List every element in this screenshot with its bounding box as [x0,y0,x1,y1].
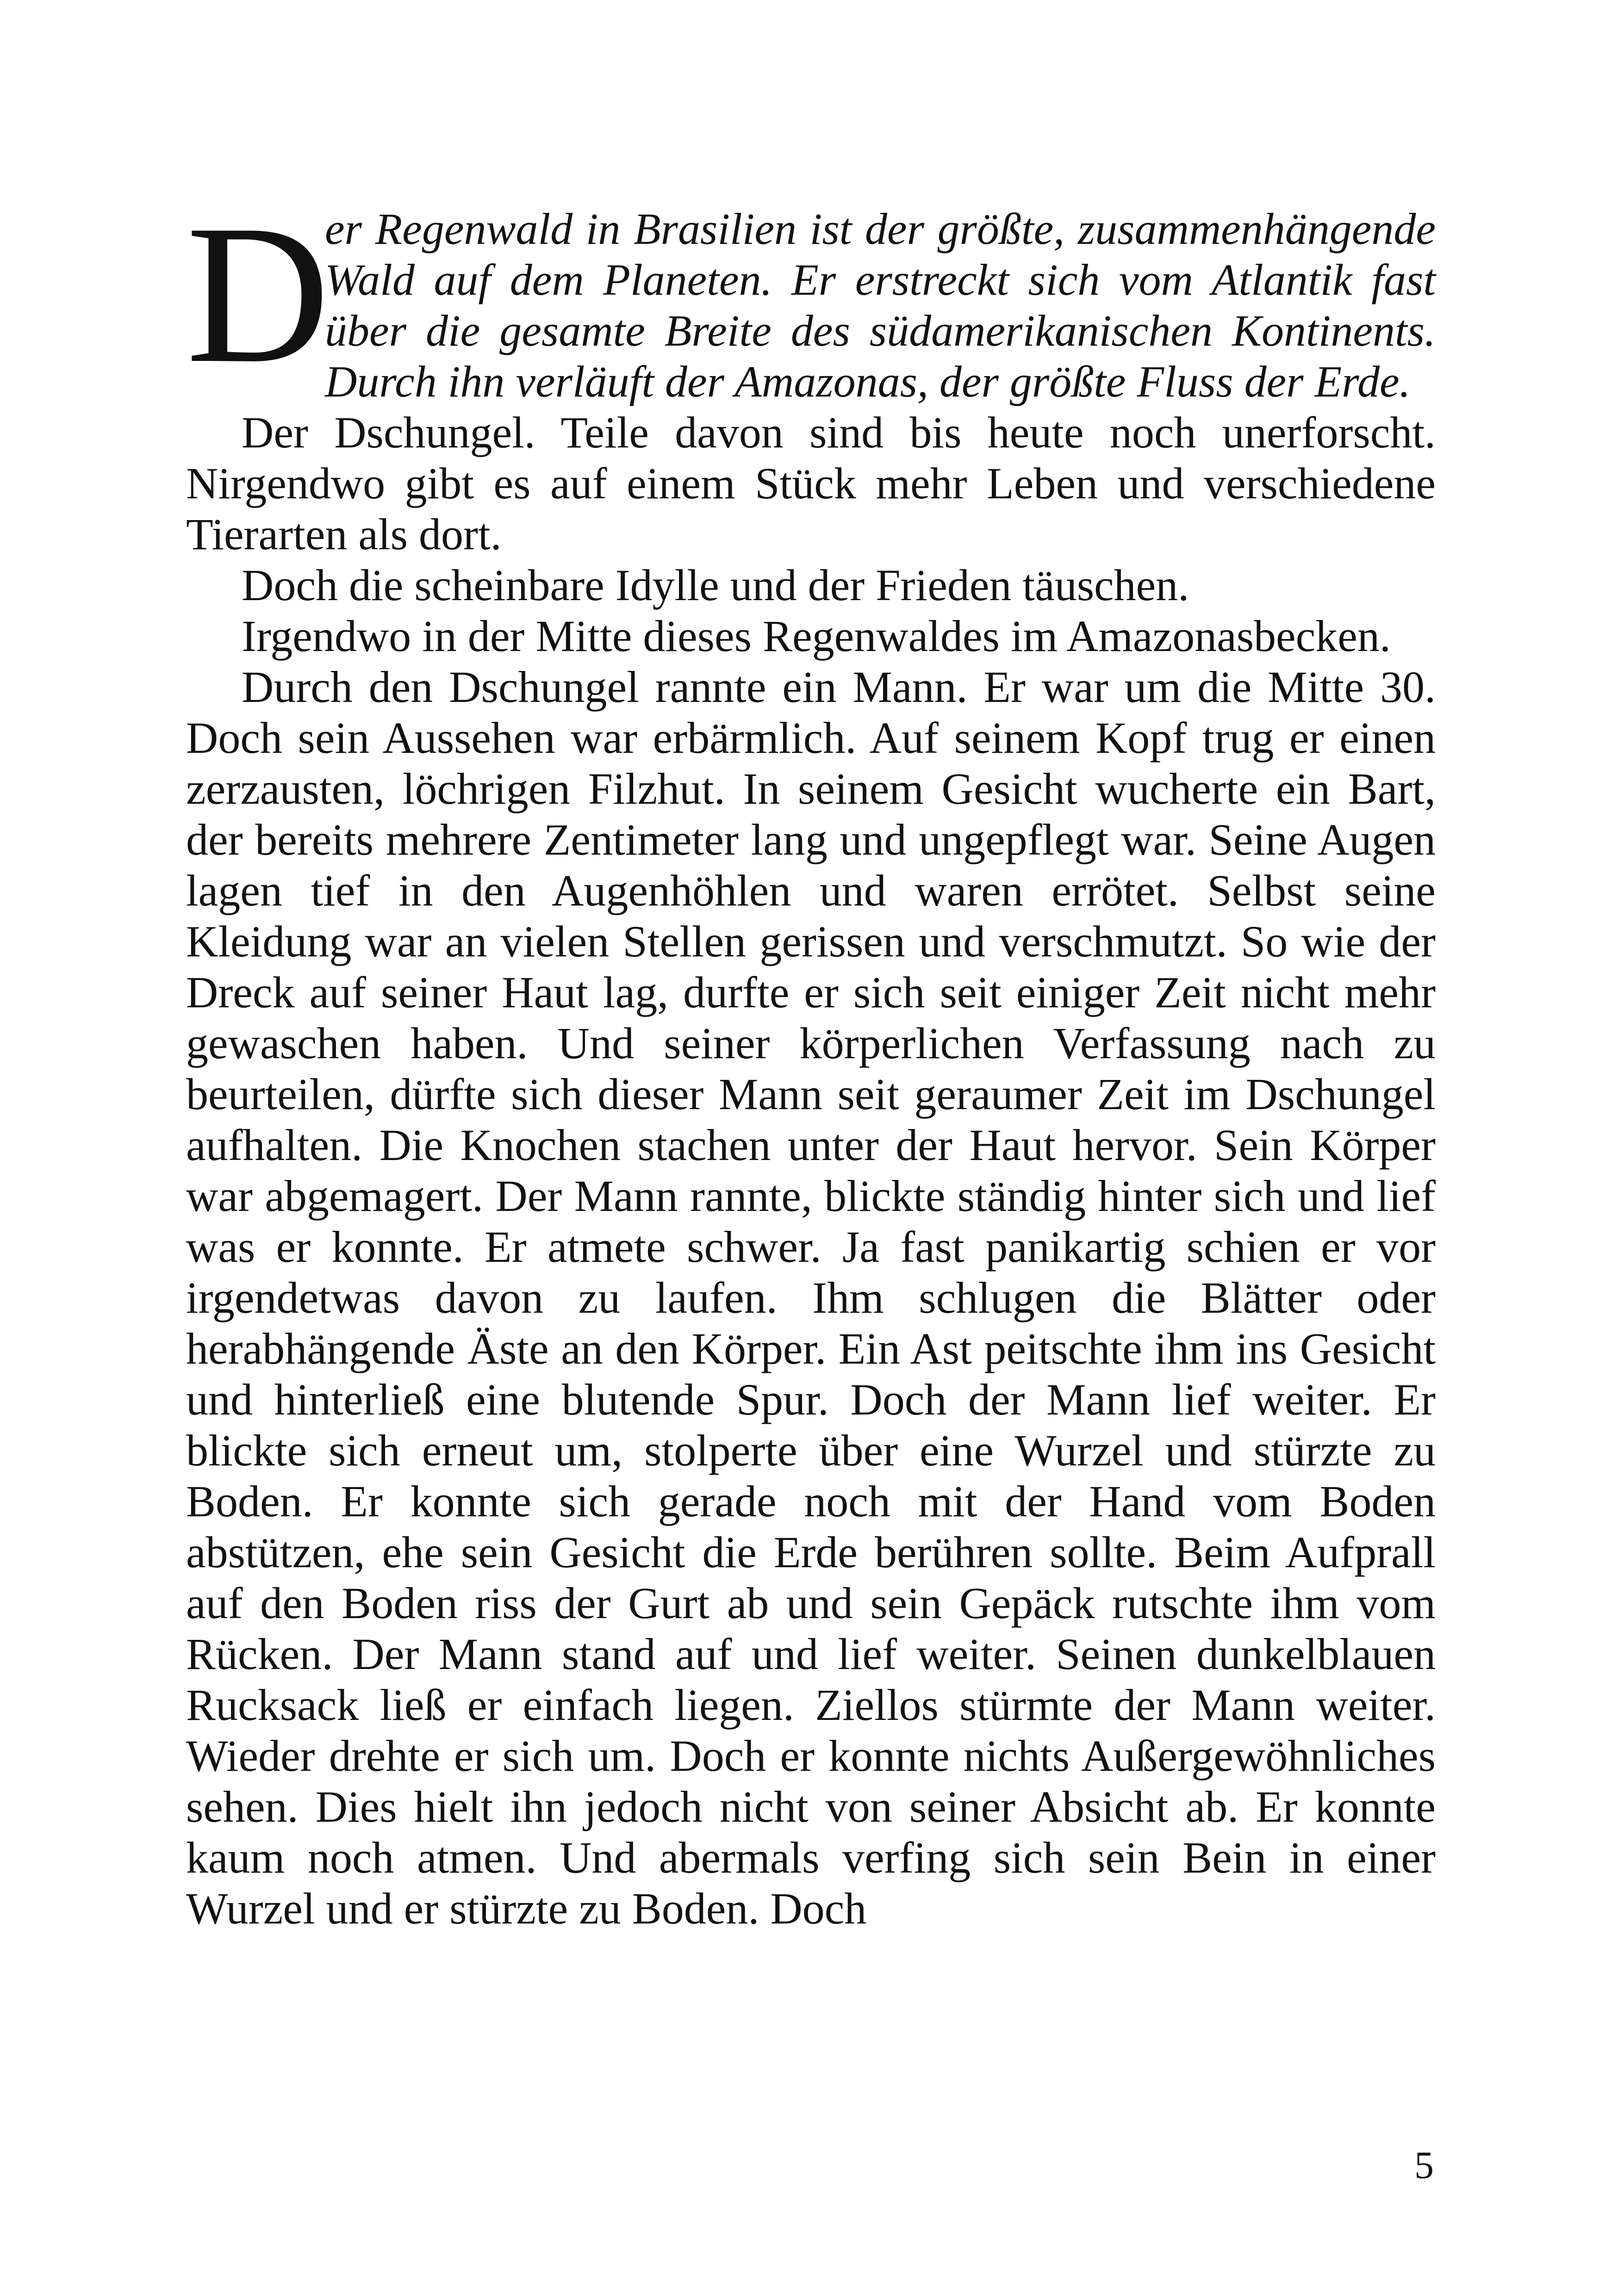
paragraph: Doch die scheinbare Idylle und der Frieden täuschen. [242,560,1189,610]
intro-text: er Regenwald in Brasilien ist der größte, zusammenhängende Wald auf dem Planeten. Er erstreckt sich vom Atlantik fast über die gesamte Breite des südamerikanischen Kontinents. Durch ihn verläuft der Amazonas, der größte Fluss der Erde. [325,204,1436,406]
paragraph: Irgendwo in der Mitte dieses Regenwaldes im Amazonasbecken. [242,611,1391,661]
page-number: 5 [1414,2144,1434,2187]
body-text [186,184,1436,1934]
paragraph: Der Dschungel. Teile davon sind bis heute noch unerforscht. Nirgendwo gibt es auf einem Stück mehr Leben und verschiedene Tierarten als dort. [186,408,1436,559]
drop-cap: D [186,184,330,404]
intro-paragraph [186,184,1436,407]
paragraph: Durch den Dschungel rannte ein Mann. Er war um die Mitte 30. Doch sein Aussehen war erbärmlich. Auf seinem Kopf trug er einen zerzausten, löchrigen Filzhut. In seinem Gesicht wucherte ein Bart, der bereits mehrere Zentimeter lang und ungepflegt war. Seine Augen lagen tief in den Augenhöhlen und waren errötet. Selbst seine Kleidung war an vielen Stellen gerissen und verschmutzt. So wie der Dreck auf seiner Haut lag, durfte er sich seit einiger Zeit nicht mehr gewaschen haben. Und seiner körperlichen Verfassung nach zu beurteilen, dürfte sich dieser Mann seit geraumer Zeit im Dschungel aufhalten. Die Knochen stachen unter der Haut hervor. Sein Körper war abgemagert. Der Mann rannte, blickte ständig hinter sich und lief was er konnte. Er atmete schwer. Ja fast panikartig schien er vor irgendetwas davon zu laufen. Ihm schlugen die Blätter oder herabhängende Äste an den Körper. Ein Ast peitschte ihm ins Gesicht und hinterließ eine blutende Spur. Doch der Mann lief weiter. Er blickte sich erneut um, stolperte über eine Wurzel und stürzte zu Boden. Er konnte sich gerade noch mit der Hand vom Boden abstützen, ehe sein Gesicht die Erde berühren sollte. Beim Aufprall auf den Boden riss der Gurt ab und sein Gepäck rutschte ihm vom Rücken. Der Mann stand auf und lief weiter. Seinen dunkelblauen Rucksack ließ er einfach liegen. Ziellos stürmte der Mann weiter. Wieder drehte er sich um. Doch er konnte nichts Außergewöhnliches sehen. Dies hielt ihn jedoch nicht von seiner Absicht ab. Er konnte kaum noch atmen. Und abermals verfing sich sein Bein in einer Wurzel und er stürzte zu Boden. Doch [186,662,1436,1933]
